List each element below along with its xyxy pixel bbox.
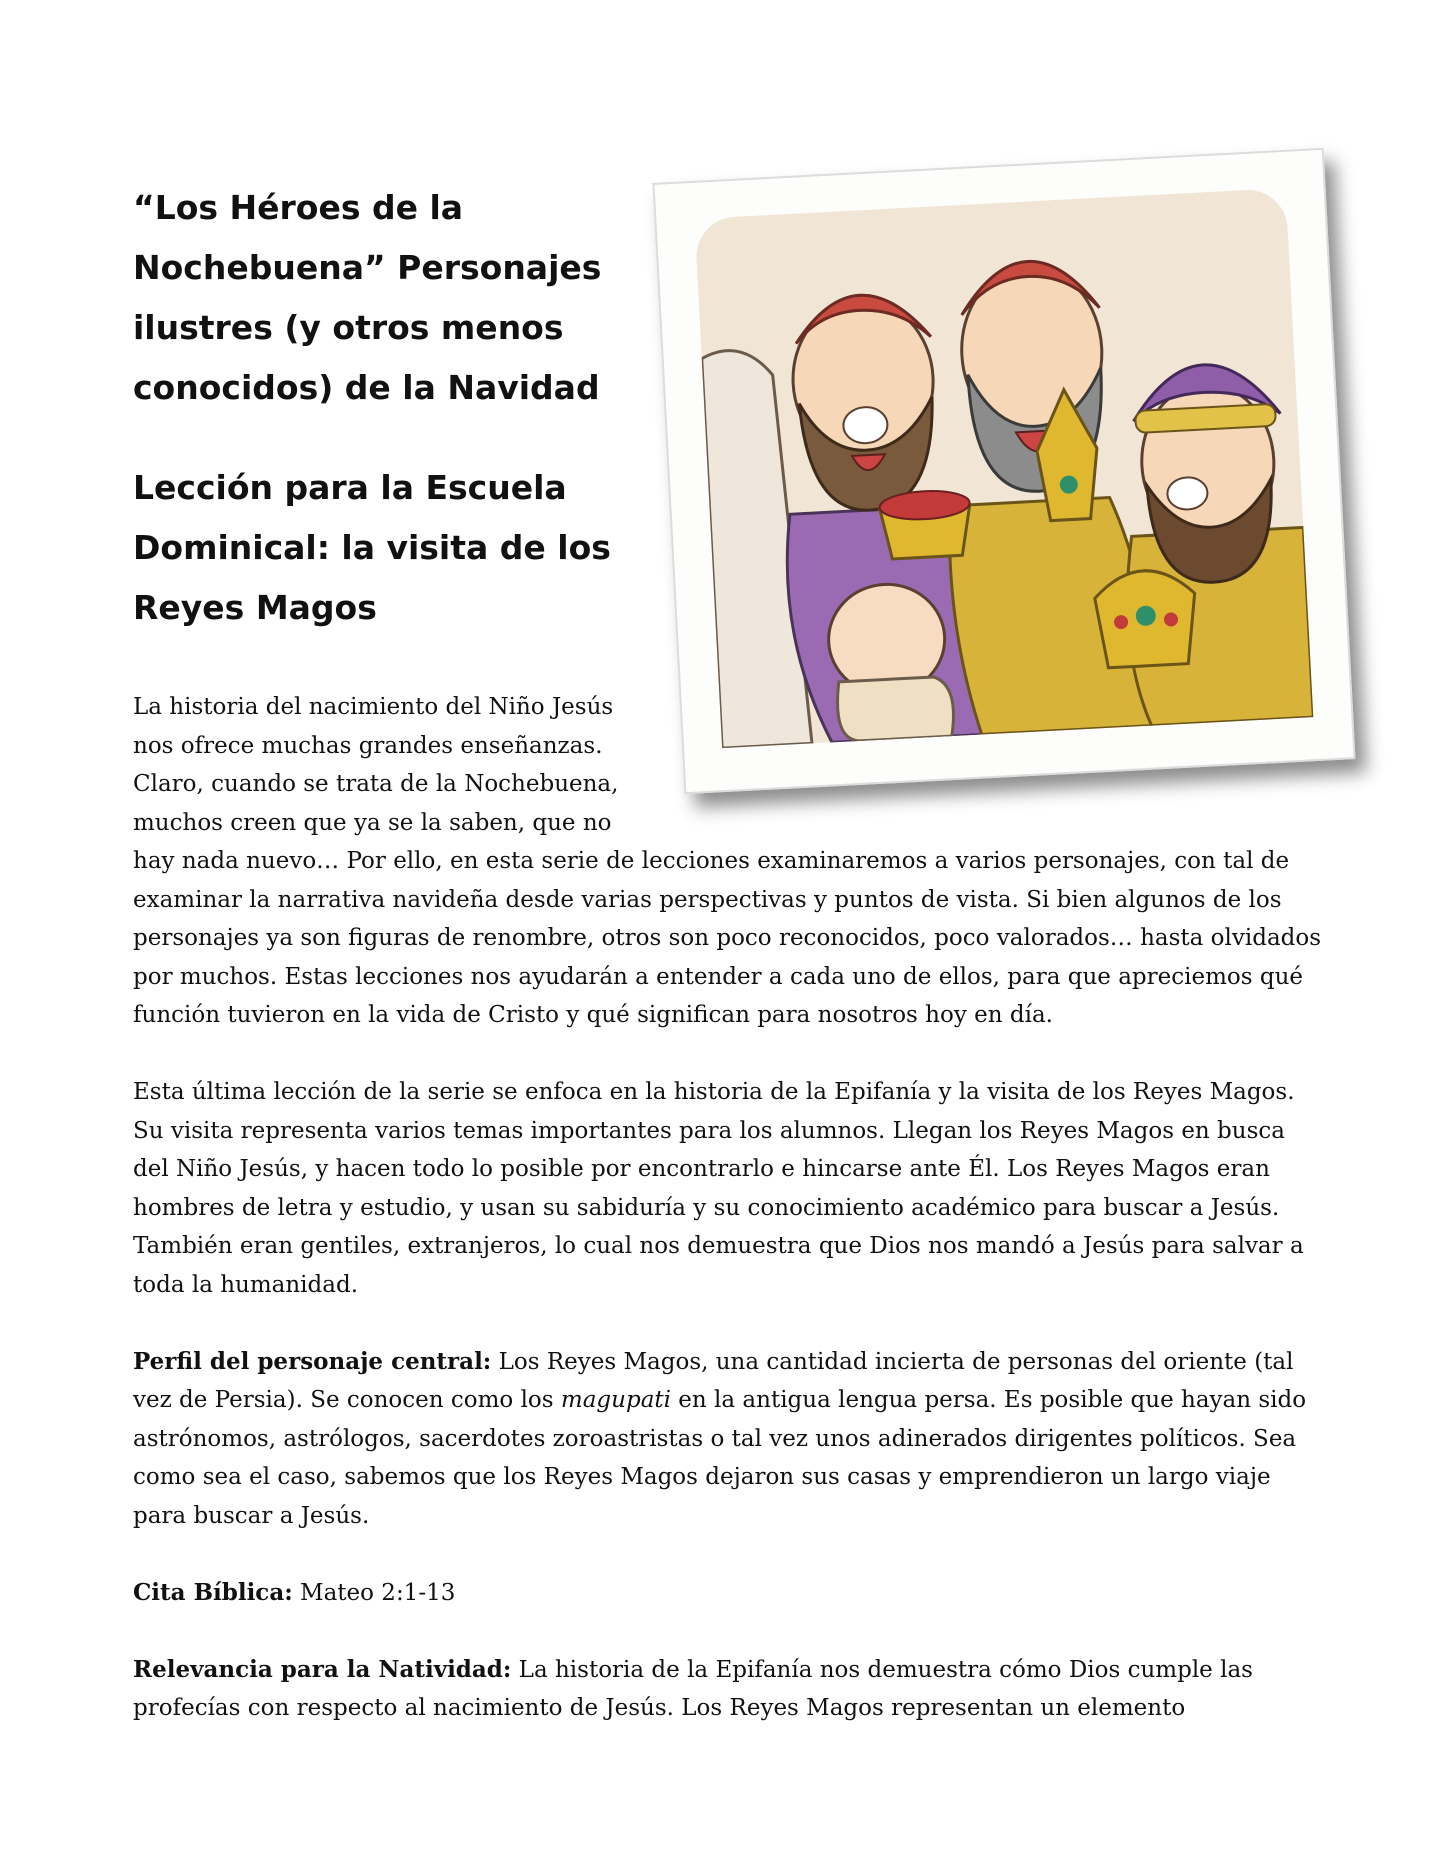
relevance-label: Relevancia para la Natividad: <box>133 1655 512 1683</box>
profile-text-a: Los Reyes Magos, una cantidad incierta de personas del oriente (tal vez de Persia). Se conocen como los <box>133 1348 1294 1413</box>
title-block <box>133 178 633 638</box>
page-title: “Los Héroes de la Nochebuena” Personajes ilustres (y otros menos conocidos) de la Navidad <box>133 188 602 407</box>
page-subtitle: Lección para la Escuela Dominical: la visita de los Reyes Magos <box>133 468 611 627</box>
profile-paragraph <box>133 1343 1323 1536</box>
citation-text: Mateo 2:1-13 <box>292 1579 456 1606</box>
relevance-text: La historia de la Epifanía nos demuestra cómo Dios cumple las profecías con respecto al nacimiento de Jesús. Los Reyes Magos representan un elemento <box>133 1656 1253 1721</box>
citation-paragraph <box>133 1574 1323 1613</box>
intro-rest: hay nada nuevo… Por ello, en esta serie de lecciones examinaremos a varios personajes, con tal de examinar la narrativa navideña desde varias perspectivas y puntos de vista. Si bien algunos de los personajes ya son figuras de renombre, otros son poco reconocidos, poco valorados… hasta olvidados por muchos. Estas lecciones nos ayudarán a entender a cada uno de ellos, para que apreciemos qué función tuvieron en la vida de Cristo y qué significan para nosotros hoy en día. <box>133 848 1322 1028</box>
intro-lead: La historia del nacimiento del Niño Jesús nos ofrece muchas grandes enseñanzas. Claro, cuando se trata de la Nochebuena, muchos creen que ya se la saben, que no <box>133 694 619 836</box>
three-wise-men-illustration-icon <box>694 188 1313 748</box>
profile-label: Perfil del personaje central: <box>133 1347 492 1375</box>
body-text <box>133 688 1323 1728</box>
lesson-paragraph: Esta última lección de la serie se enfoca en la historia de la Epifanía y la visita de los Reyes Magos. Su visita representa varios temas importantes para los alumnos. Llegan los Reyes Magos en busca del Niño Jesús, y hacen todo lo posible por encontrarlo e hincarse ante Él. Los Reyes Magos eran hombres de letra y estudio, y usan su sabiduría y su conocimiento académico para buscar a Jesús. También eran gentiles, extranjeros, lo cual nos demuestra que Dios nos mandó a Jesús para salvar a toda la humanidad. <box>133 1079 1304 1298</box>
profile-text-b: en la antigua lengua persa. Es posible que hayan sido astrónomos, astrólogos, sacerdotes zoroastristas o tal vez unos adinerados dirigentes políticos. Sea como sea el caso, sabemos que los Reyes Magos dejaron sus casas y emprendieron un largo viaje para buscar a Jesús. <box>133 1387 1307 1529</box>
profile-italic-term: magupati <box>560 1387 671 1413</box>
citation-label: Cita Bíblica: <box>133 1578 293 1606</box>
relevance-paragraph <box>133 1651 1323 1728</box>
intro-paragraph <box>133 688 1323 1035</box>
